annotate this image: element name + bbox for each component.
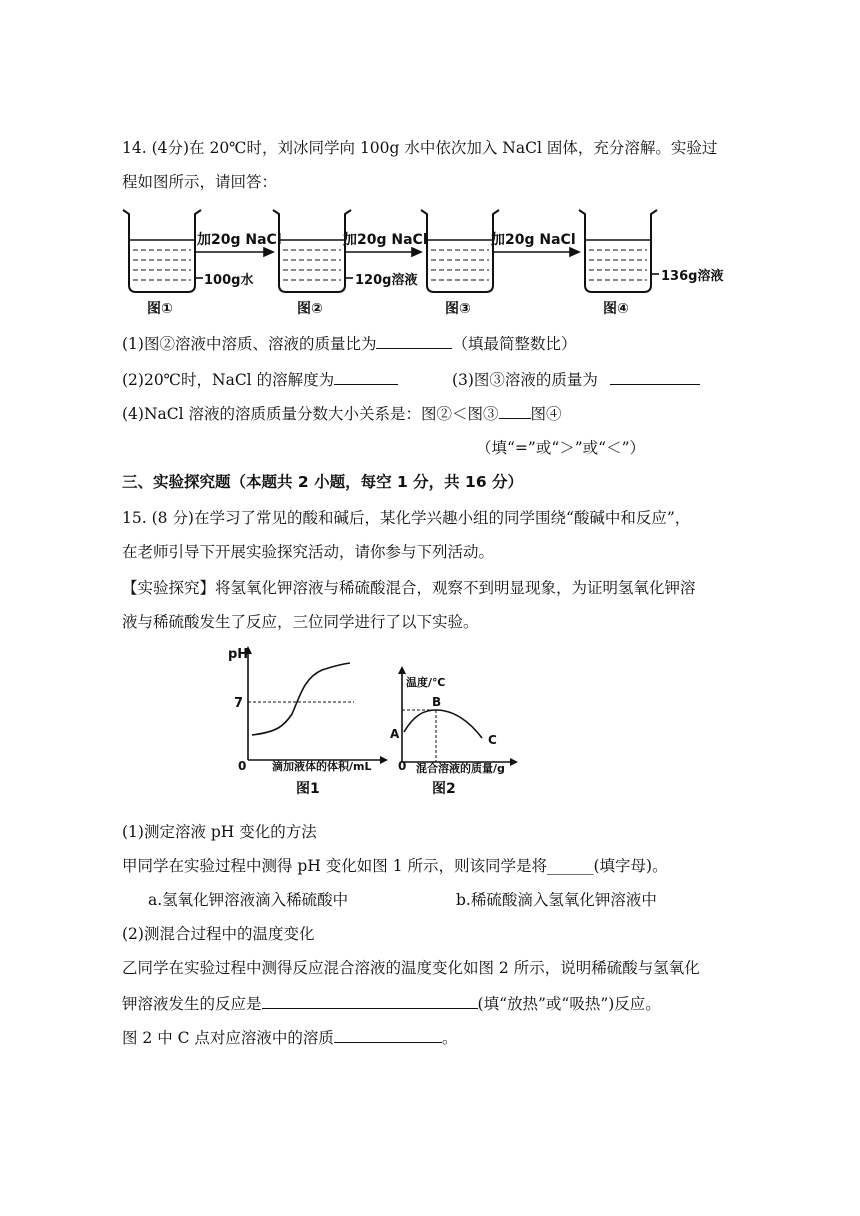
beaker-4 [579, 210, 657, 292]
q15-part2-line2: 钾溶液发生的反应是 (填“放热”或“吸热”)反应。 [122, 995, 661, 1013]
fig1-ref-value: 7 [234, 696, 244, 711]
q14-sub2-3: (2)20℃时，NaCl 的溶解度为 (3)图③溶液的质量为 [122, 368, 700, 390]
q15-part1-text: 甲同学在实验过程中测得 pH 变化如图 1 所示，则该同学是将______(填字母)。 [122, 857, 668, 875]
q15-stem-line2: 在老师引导下开展实验探究活动，请你参与下列活动。 [122, 543, 495, 561]
q15-part2-line3: 图 2 中 C 点对应溶液中的溶质 。 [122, 1029, 458, 1047]
beaker-2 [273, 210, 351, 292]
section3-heading: 三、实验探究题（本题共 2 小题，每空 1 分，共 16 分） [122, 473, 524, 491]
answer-blank-6[interactable] [334, 1027, 442, 1043]
q15-options [148, 888, 657, 910]
ph-temperature-figures [222, 640, 522, 800]
arrow-label-2: 加20g NaCl [343, 232, 428, 248]
temperature-curve-line [404, 710, 482, 738]
fig2-caption: 图2 [432, 781, 456, 797]
caption-fig2: 图② [297, 301, 323, 317]
fig2-origin: 0 [398, 759, 407, 773]
q15-explore-line1: 【实验探究】将氢氧化钾溶液与稀硫酸混合，观察不到明显现象，为证明氢氧化钾溶 [122, 579, 696, 597]
q14-sub1: (1)图②溶液中溶质、溶液的质量比为 （填最简整数比） [122, 335, 577, 353]
arrow-label-3: 加20g NaCl [491, 232, 576, 248]
answer-blank-5[interactable] [262, 993, 478, 1009]
fig2-ylabel: 温度/℃ [406, 676, 446, 689]
ph-curve-line [252, 663, 350, 735]
q15-part2-title: (2)测混合过程中的温度变化 [122, 925, 315, 943]
q15-stem-line1: 15. (8 分)在学习了常见的酸和碱后，某化学兴趣小组的同学围绕“酸碱中和反应”， [122, 509, 691, 527]
answer-blank-1[interactable] [376, 333, 452, 349]
beaker-3 [421, 210, 499, 292]
beaker-label-1: 100g水 [204, 273, 254, 288]
fig2-point-a: A [390, 727, 400, 741]
answer-blank-3[interactable] [610, 369, 700, 385]
fig1-ylabel: pH [228, 647, 249, 662]
arrow-label-1: 加20g NaCl [197, 232, 282, 248]
beaker-label-2: 120g溶液 [355, 273, 418, 288]
caption-fig4: 图④ [603, 301, 629, 317]
beaker-label-4: 136g溶液 [661, 269, 724, 284]
fig1-xlabel: 滴加液体的体积/mL [272, 760, 372, 773]
caption-fig3: 图③ [445, 301, 471, 317]
fig1-origin: 0 [238, 759, 247, 773]
caption-fig1: 图① [147, 301, 173, 317]
q14-sub4-hint: （填“=”或“＞”或“＜”） [476, 439, 646, 457]
fig1-caption: 图1 [296, 781, 320, 797]
beaker-1 [123, 210, 201, 292]
q14-stem-line2: 程如图所示，请回答： [122, 173, 278, 191]
q15-explore-line2: 液与稀硫酸发生了反应，三位同学进行了以下实验。 [122, 613, 479, 631]
q15-part1-title: (1)测定溶液 pH 变化的方法 [122, 823, 317, 841]
fig2-point-c: C [488, 733, 497, 747]
fig2-xlabel: 混合溶液的质量/g [416, 762, 505, 775]
q15-part2-line1: 乙同学在实验过程中测得反应混合溶液的温度变化如图 2 所示，说明稀硫酸与氢氧化 [122, 959, 700, 977]
option-b[interactable]: b.稀硫酸滴入氢氧化钾溶液中 [456, 891, 657, 909]
fig2-point-b: B [432, 695, 442, 709]
q14-stem-line1: 14. (4分)在 20℃时，刘冰同学向 100g 水中依次加入 NaCl 固体，充分溶解。实验过 [122, 139, 718, 157]
answer-blank-2[interactable] [334, 369, 398, 385]
q14-sub4: (4)NaCl 溶液的溶质质量分数大小关系是：图②＜图③ 图④ [122, 405, 562, 423]
answer-blank-4[interactable] [499, 403, 531, 419]
option-a[interactable]: a.氢氧化钾溶液滴入稀硫酸中 [148, 891, 349, 909]
figure-1-ph-curve [244, 646, 388, 764]
beaker-experiment-figure [115, 200, 724, 322]
